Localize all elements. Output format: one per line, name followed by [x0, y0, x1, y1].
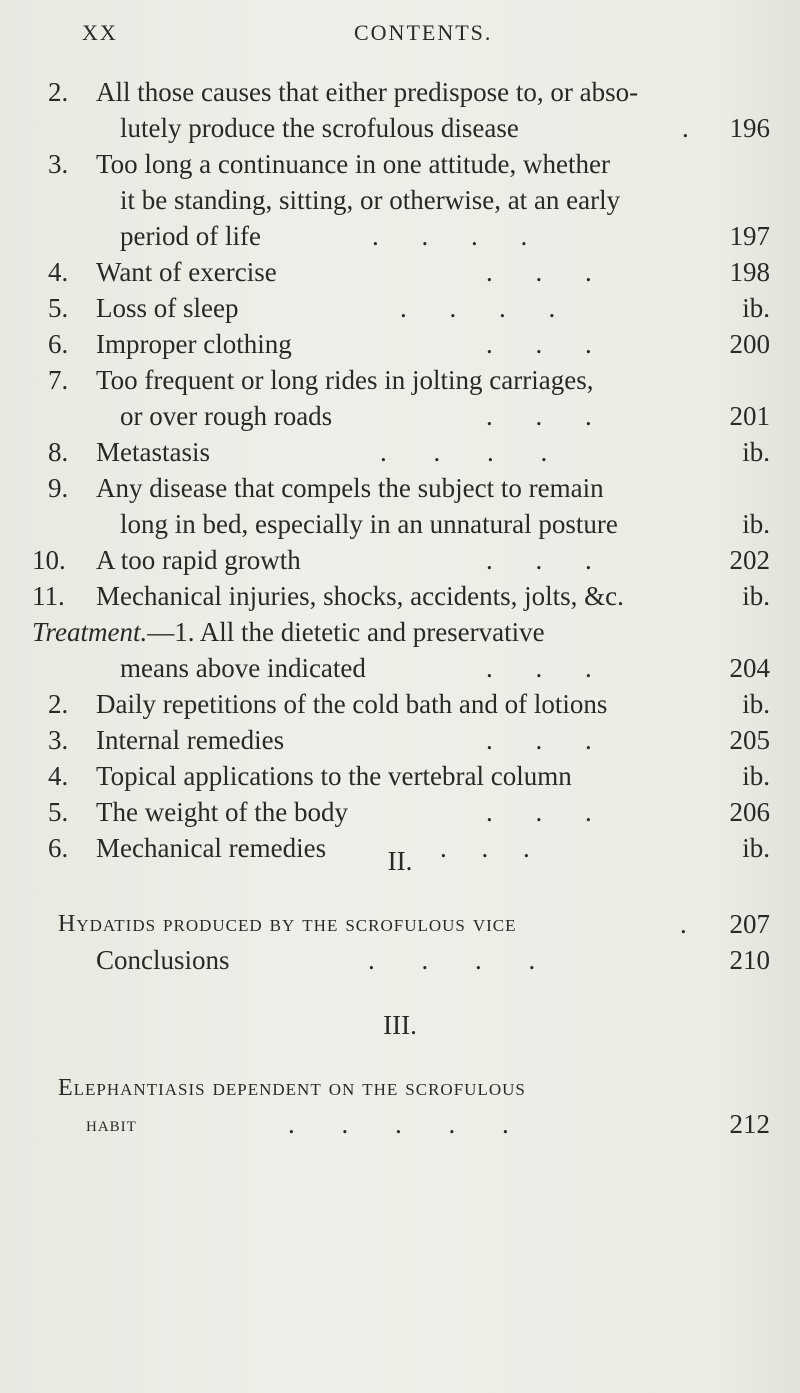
document-page: XX CONTENTS. 2. All those causes that either predispose to, or abso- lutely produce the scrofulous disease . 196 3. Too long a continuance in one attitude, whether it be standing, sitting, or otherwise, at an early period of life . . . . 197 4. Want of exercise . . . 198 5. Loss of sleep . . . . ib. 6. Improper clothing . . . 200 7. Too frequent or long rides in jolting carriages, or over rough roads . . . 201 8. Metastasis . . . . ib. 9. Any disease that compels the subject to remain long in bed, especially in an unnatural posture ib. 10. A too rapid growth . . . 202 11. Mechanical injuries, shocks, accidents, jolts, &c. ib. Treatment.—1. All the dietetic and preservative means above indicated . . . 204 2. Daily repetitions of the cold bath and of lotions ib. 3. Internal remedies . . . 205 4. Topical applications to the vertebral column ib. 5. The weight of the body . . . 206 6. Mechanical remedies . . . ib. II. Hydatids produced by the scrofulous vice . 207 Conclusions . . . . 210 III. Elephantiasis dependent on the scrofulous habit . . . . . 212	[0, 0, 800, 1393]
page-ref: 196	[729, 113, 770, 143]
treatment-label: Treatment.	[32, 617, 148, 647]
section-2-heading: Hydatids produced by the scrofulous vice . 207	[0, 904, 800, 944]
page-ref: ib.	[742, 581, 770, 611]
section-3-heading-cont: habit . . . . . 212	[0, 1104, 800, 1144]
page-ref: 212	[729, 1109, 770, 1139]
page-ref: ib.	[742, 689, 770, 719]
page-ref: 204	[729, 653, 770, 683]
page-ref: ib.	[742, 437, 770, 467]
page-ref: 201	[729, 401, 770, 431]
page-ref: 198	[729, 257, 770, 287]
page-ref: ib.	[742, 761, 770, 791]
page-ref: ib.	[742, 509, 770, 539]
page-ref: 210	[729, 945, 770, 975]
page-ref: 200	[729, 329, 770, 359]
page-ref: 202	[729, 545, 770, 575]
page-ref: ib.	[742, 293, 770, 323]
section-3-heading: Elephantiasis dependent on the scrofulous	[58, 1075, 526, 1101]
page-ref: 207	[729, 909, 770, 939]
page-header	[82, 20, 762, 56]
running-title: CONTENTS.	[354, 20, 493, 45]
list-item: Conclusions . . . . 210	[0, 940, 800, 980]
page-ref: 205	[729, 725, 770, 755]
section-numeral-2: II.	[387, 846, 413, 876]
page-ref: 197	[729, 221, 770, 251]
section-numeral-3: III.	[383, 1010, 417, 1040]
page-ref: 206	[729, 797, 770, 827]
page-ref: ib.	[742, 833, 770, 863]
page-number: XX	[82, 20, 118, 45]
